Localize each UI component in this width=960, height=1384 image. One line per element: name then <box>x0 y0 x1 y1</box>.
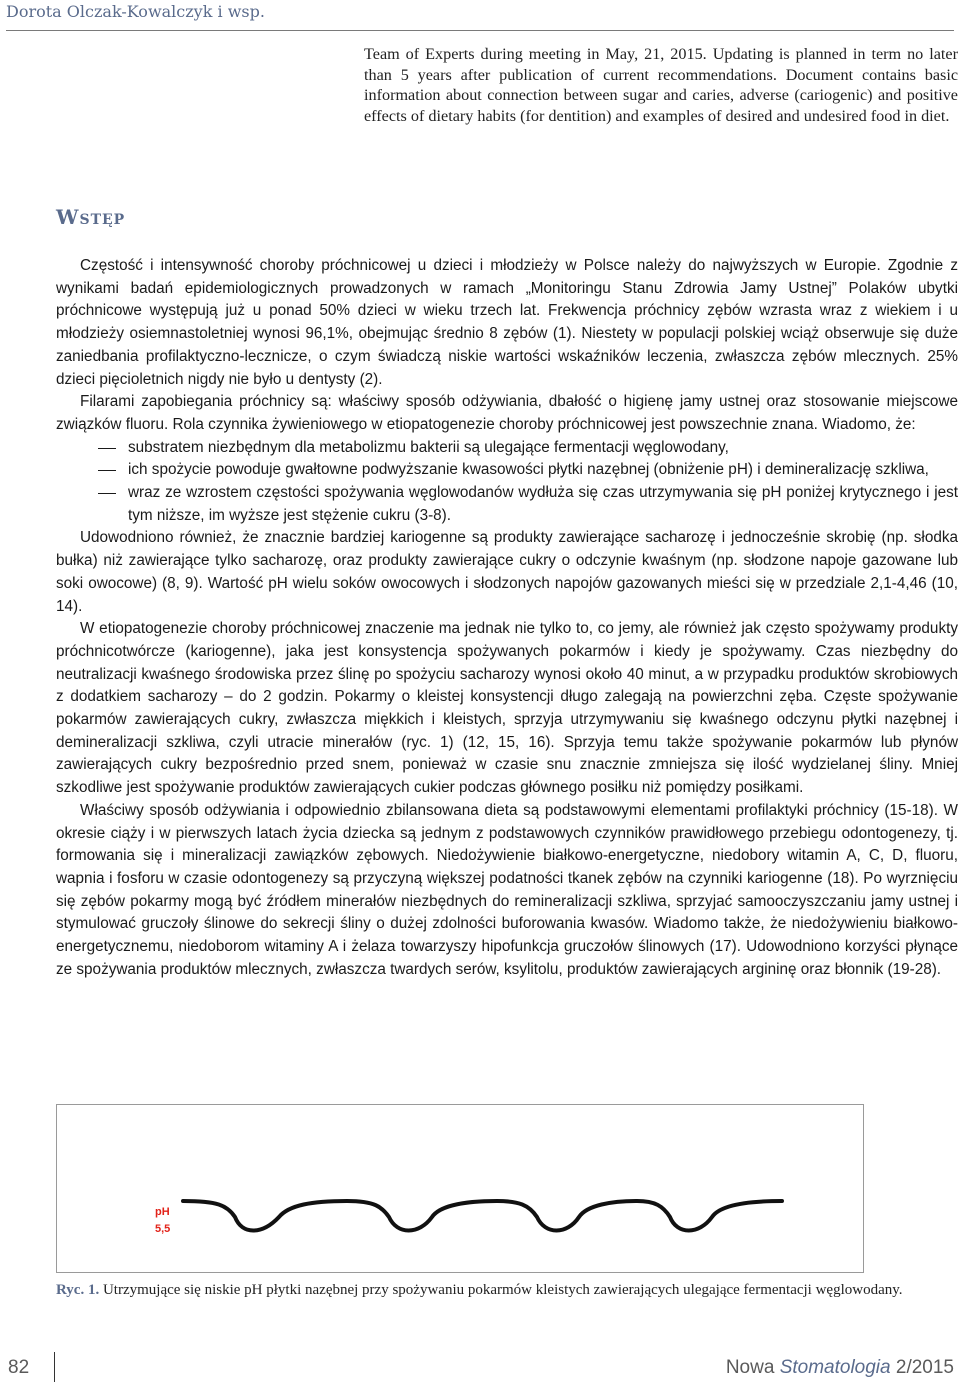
footer-divider <box>54 1352 55 1382</box>
header-author: Dorota Olczak-Kowalczyk i wsp. <box>6 2 265 21</box>
paragraph-5: Właściwy sposób odżywiania i odpowiednio zbilansowana dieta są podstawowymi elementami profilaktyki próchnicy (15-18). W okresie ciąży i w pierwszych latach życia dziecka są jednym z podstawowych czynników prawidłowego przebiegu odontogenezy, tj. formowania się i mineralizacji zawiązków zębowych. Niedożywienie białkowo-energetyczne, niedobory witamin A, C, D, fluoru, wapnia i fosforu w czasie odontogenezy są przyczyną większej podatności tkanek zębów na czynniki kariogenne (18). Po wyrznięciu się zębów pokarmy mogą być źródłem minerałów niezbędnych do remineralizacji szkliwa, sprzyjać samooczyszczaniu jamy ustnej i stymulować gruczoły ślinowe do sekrecji śliny o dużej zdolności buforowania kwasów. Wiadomo także, że niedożywieniu białkowo-energetycznemu, niedoborom witaminy A i żelaza towarzyszy hipofunkcja gruczołów ślinowych (17). Udowodniono korzyści płynące ze spożywania produktów mlecznych, zwłaszcza twardych serów, ksylitolu, produktów zawierających argininę oraz błonnik (19-28). <box>56 801 958 978</box>
threshold-label: 5,5 <box>155 1223 171 1235</box>
figure-caption <box>56 1280 958 1300</box>
page-number: 82 <box>8 1357 30 1378</box>
dash-marker <box>98 493 116 494</box>
journal-accent: Stomatologia <box>779 1357 891 1378</box>
paragraph-2: Filarami zapobiegania próchnicy są: właściwy sposób odżywiania, dbałość o higienę jamy ustnej oraz stosowanie miejscowe związków fluoru. Rola czynnika żywieniowego w etiopatogenezie choroby próchnicowej jest powszechnie znana. Wiadomo, że: <box>56 393 958 433</box>
paragraph-3: Udowodniono również, że znacznie bardziej kariogenne są produkty zawierające sacharozę i jednocześnie skrobię (np. słodka bułka) niż zawierające tylko sacharozę, oraz produkty zawierające cukry o odczynie kwaśnym (np. słodzone napoje gazowane lub soki owocowe) (8, 9). Wartość pH wielu soków owocowych i słodzonych napojów gazowanych mieści się w przedziale 2,1-4,46 (10, 14). <box>56 529 958 615</box>
abstract-text: Team of Experts during meeting in May, 21, 2015. Updating is planned in term no later than 5 years after publication of current recommendations. Document contains basic information about connection between sugar and caries, adverse (cariogenic) and positive effects of dietary habits (for dentition) and examples of desired and undesired food in diet. <box>364 45 958 125</box>
ph-curve-diagram <box>57 1105 863 1272</box>
journal-prefix: Nowa <box>725 1357 775 1378</box>
list-item: ich spożycie powoduje gwałtowne podwyższanie kwasowości płytki nazębnej (obniżenie pH) i demineralizację szkliwa, <box>56 459 958 482</box>
paragraph-1: Częstość i intensywność choroby próchnicowej u dzieci i młodzieży w Polsce należy do najwyższych w Europie. Zgodnie z wynikami badań epidemiologicznych prowadzonych w ramach „Monitoringu Stanu Zdrowia Jamy Ustnej” Polaków ubytki próchnicowe występują już u ponad 50% dzieci w wieku trzech lat. Frekwencja próchnicy zębów wzrasta wraz z wiekiem i u młodzieży osiemnastoletniej wynosi 96,1%, obejmując średnio 8 zębów (1). Niestety w populacji polskiej wciąż obserwuje się duże zaniedbania profilaktyczno-lecznicze, o czym świadczą niskie wartości wskaźników leczenia, zwłaszcza zębów mlecznych. 25% dzieci pięcioletnich nigdy nie było u dentysty (2). <box>56 257 958 388</box>
ph-curve <box>183 1201 782 1231</box>
abstract-english <box>364 44 958 126</box>
paragraph-4: W etiopatogenezie choroby próchnicowej znaczenie ma jednak nie tylko to, co jemy, ale również jak często spożywamy produkty próchnicotwórcze (kariogenne), jaka jest konsystencja spożywanych pokarmów i kiedy je spożywamy. Czas niezbędny do neutralizacji kwaśnego środowiska przez ślinę po spożyciu sacharozy wynosi około 40 minut, a w przypadku produktów skrobiowych z dodatkiem sacharozy – do 2 godzin. Pokarmy o kleistej konsystencji długo zalegają na powierzchni zęba. Częste spożywanie pokarmów zawierających cukry, zwłaszcza miękkich i kleistych, sprzyja utrzymywaniu się kwaśnego odczynu płytki nazębnej i demineralizacji szkliwa, czyli utracie minerałów (ryc. 1) (12, 15, 16). Sprzyja temu także spożywanie pokarmów lub płynów zawierających cukry bezpośrednio przed snem, ponieważ w czasie snu znacznie zmniejsza się ilość wydzielanej śliny. Mniej szkodliwe jest spożywanie produktów zawierających cukier podczas głównego posiłku niż pomiędzy posiłkami. <box>56 620 958 797</box>
caption-text: Utrzymujące się niskie pH płytki nazębnej przy spożywaniu pokarmów kleistych zawierających ulegające fermentacji węglowodany. <box>102 1282 903 1298</box>
figure-ph-curve <box>56 1104 864 1273</box>
caption-label: Ryc. 1. <box>56 1282 100 1298</box>
dash-marker <box>98 448 116 449</box>
dash-marker <box>98 470 116 471</box>
bullet-list <box>56 437 958 528</box>
list-item: wraz ze wzrostem częstości spożywania węglowodanów wydłuża się czas utrzymywania się pH poniżej krytycznego i jest tym niższe, im wyższe jest stężenie cukru (3-8). <box>56 482 958 527</box>
ph-axis-label: pH <box>155 1206 170 1218</box>
running-header <box>6 0 954 31</box>
journal-issue: 2/2015 <box>895 1357 954 1378</box>
list-item: substratem niezbędnym dla metabolizmu bakterii są ulegające fermentacji węglowodany, <box>56 437 958 460</box>
body-text <box>56 255 958 982</box>
journal-name <box>726 1357 954 1379</box>
section-title: Wstęp <box>56 205 126 229</box>
